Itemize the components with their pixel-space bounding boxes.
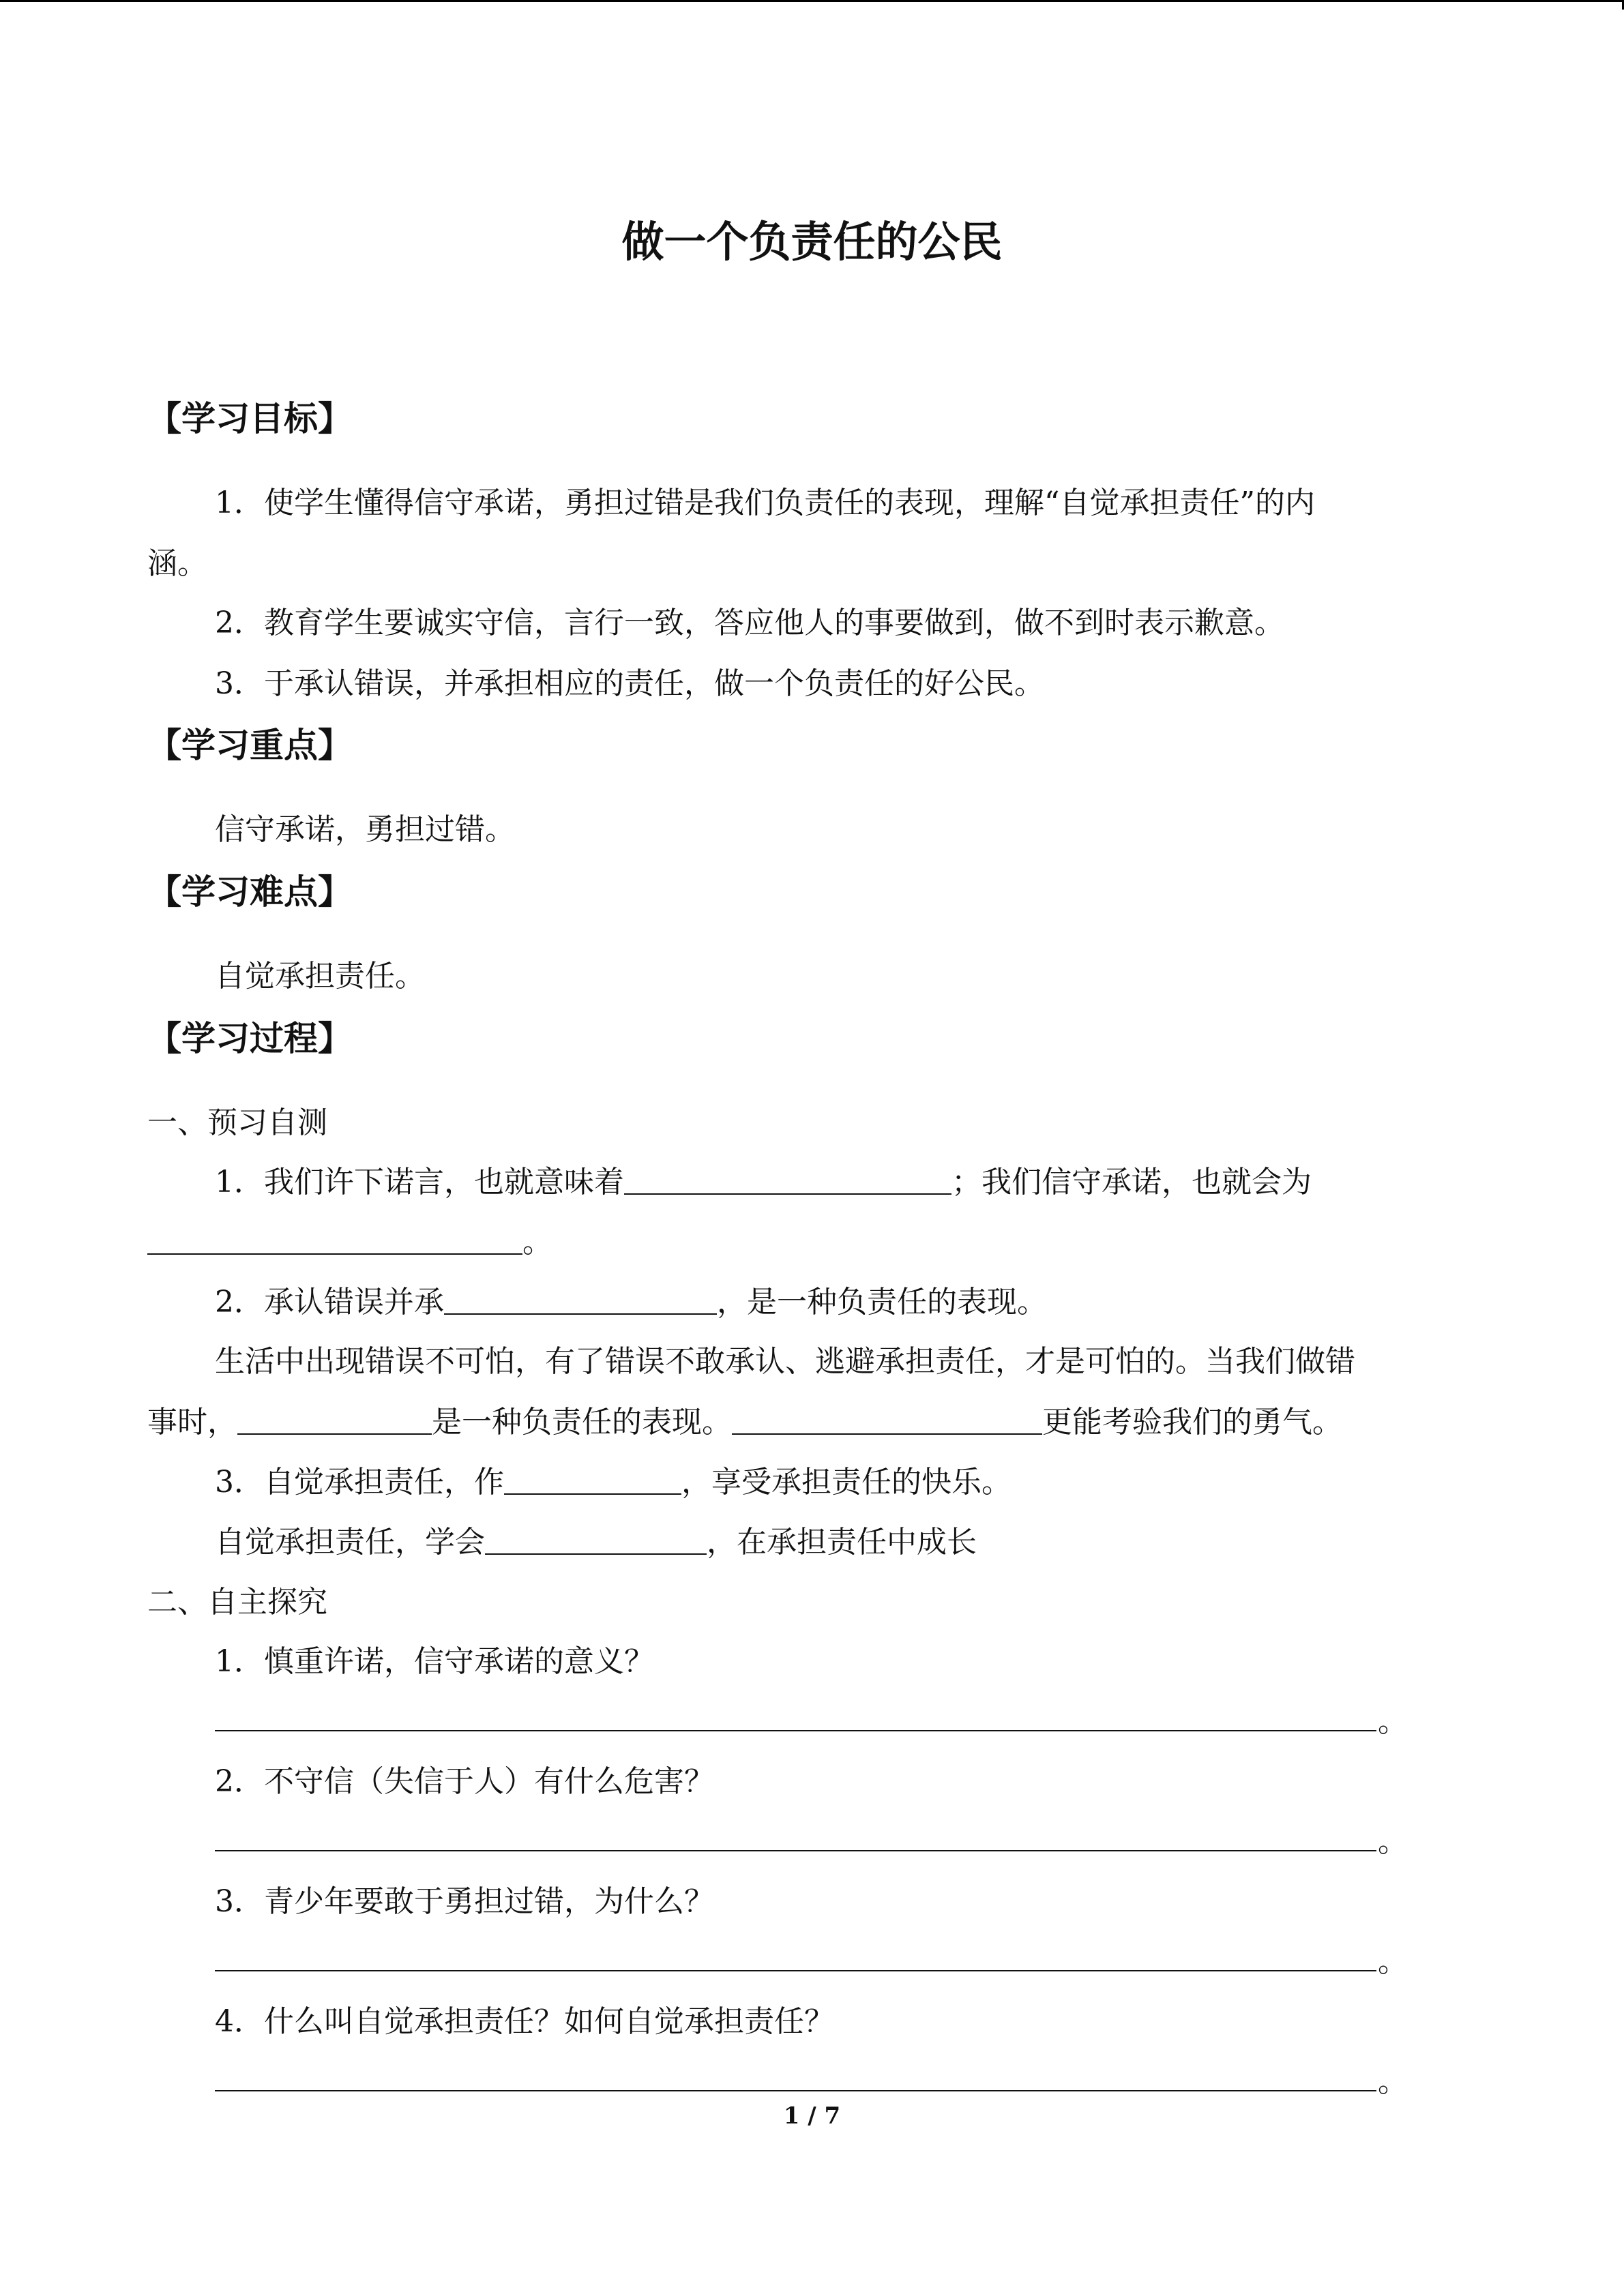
difficulties-heading: 【学习难点】	[147, 872, 352, 912]
answer-line[interactable]	[215, 2090, 1376, 2091]
fill-blank[interactable]	[732, 1406, 1042, 1435]
key-points-text: 信守承诺，勇担过错。	[215, 812, 515, 847]
preview-question-4: 自觉承担责任，学会 ，在承担责任中成长	[215, 1525, 977, 1560]
fill-blank[interactable]	[624, 1166, 951, 1195]
explore-question-3: 3．青少年要敢于勇担过错，为什么？	[215, 1884, 714, 1919]
answer-line[interactable]	[215, 1730, 1376, 1731]
preview-question-3: 3．自觉承担责任，作 ，享受承担责任的快乐。	[215, 1465, 1012, 1500]
answer-period: 。	[1378, 1704, 1408, 1739]
answer-line[interactable]	[215, 1850, 1376, 1851]
fill-blank[interactable]	[237, 1406, 432, 1435]
objective-item-1: 1．使学生懂得信守承诺，勇担过错是我们负责任的表现，理解“自觉承担责任”的内	[215, 486, 1315, 520]
document-title: 做一个负责任的公民	[621, 217, 1003, 267]
preview-question-1: 1．我们许下诺言，也就意味着 ；我们信守承诺，也就会为	[215, 1165, 1312, 1199]
fill-blank[interactable]	[485, 1526, 707, 1555]
preview-paragraph-line-2: 事时， 是一种负责任的表现。 更能考验我们的勇气。	[147, 1405, 1342, 1440]
difficulties-text: 自觉承担责任。	[215, 959, 425, 994]
objective-item-2: 2．教育学生要诚实守信，言行一致，答应他人的事要做到，做不到时表示歉意。	[215, 606, 1284, 640]
explore-heading: 二、自主探究	[147, 1585, 327, 1620]
process-heading: 【学习过程】	[147, 1019, 352, 1058]
objective-item-3: 3．于承认错误，并承担相应的责任，做一个负责任的好公民。	[215, 666, 1044, 701]
explore-question-2: 2．不守信（失信于人）有什么危害？	[215, 1764, 714, 1799]
fill-blank[interactable]	[147, 1226, 522, 1255]
preview-question-1-cont: 。	[147, 1217, 552, 1261]
answer-period: 。	[1378, 2064, 1408, 2099]
page-top-border	[0, 0, 1624, 2]
answer-period: 。	[1378, 1824, 1408, 1859]
explore-question-4: 4．什么叫自觉承担责任？如何自觉承担责任？	[215, 2004, 834, 2039]
page-number: 1 / 7	[783, 2102, 841, 2130]
preview-paragraph-line-1: 生活中出现错误不可怕，有了错误不敢承认、逃避承担责任，才是可怕的。当我们做错	[215, 1344, 1355, 1379]
fill-blank[interactable]	[444, 1286, 717, 1315]
explore-question-1: 1．慎重许诺，信守承诺的意义？	[215, 1644, 654, 1679]
objective-item-1-cont: 涵。	[147, 546, 207, 581]
objectives-heading: 【学习目标】	[147, 399, 352, 438]
answer-line[interactable]	[215, 1970, 1376, 1971]
preview-heading: 一、预习自测	[147, 1105, 327, 1140]
fill-blank[interactable]	[504, 1466, 681, 1495]
preview-question-2: 2．承认错误并承 ，是一种负责任的表现。	[215, 1285, 1047, 1320]
key-points-heading: 【学习重点】	[147, 726, 352, 765]
answer-period: 。	[1378, 1944, 1408, 1979]
